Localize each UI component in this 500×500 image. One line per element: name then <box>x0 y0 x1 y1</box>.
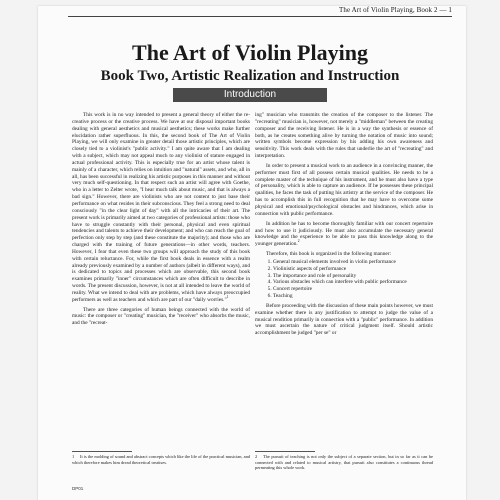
section-banner: Introduction <box>173 88 327 102</box>
list-item: 4. Various obstacles which can interfere with public performance <box>273 279 433 286</box>
paragraph: There are three categories of human beings connected with the world of music: the composer or "creating" musician, the "receiver" who absorbs the music, and the "recreat- <box>72 306 250 327</box>
paragraph: ing" musician who transmits the creation of the composer to the listener. The "recreating" musician is, however, not merely a "middleman" between the creating composer and the receiving listener. He is in a way the synthesis or essence of both, as he creates something alive by turning the notation of music into sound; written symbols become expression by his adding his own awareness and sensitivity. This work deals with the rules that underlie the art of "recreating" and interpretation. <box>255 112 433 160</box>
footnote-text: It is the molding of sound and abstract concepts which like the life of the practical musician, and which therefore makes him dread theoretical treatises. <box>72 454 250 465</box>
footnote-rule <box>72 451 132 452</box>
footnote-number: 1 <box>72 454 75 459</box>
right-column <box>255 112 433 337</box>
footnote-rule <box>255 451 315 452</box>
footnote <box>255 454 433 471</box>
outline-list <box>255 259 433 300</box>
paragraph <box>72 112 250 304</box>
paragraph-text: In addition he has to become thoroughly familiar with our concert repertoire and how to use it judiciously. He must also accumulate the necessary general knowledge and the experience to be able to pass this knowledge along to the younger generation. <box>255 220 433 248</box>
list-item: 3. The importance and role of personality <box>273 273 433 280</box>
footnote-text: The pursuit of teaching is not only the subject of a separate section, but in so far as it can be connected with and related to musical artistry, that pursuit also constitutes a continuous thread permeating this whole work. <box>255 454 433 470</box>
left-column <box>72 112 250 327</box>
footnote-marker: 2 <box>297 239 300 244</box>
page-code: DP01 <box>72 486 84 491</box>
paragraph: Before proceeding with the discussion of these main points however, we must examine whether there is any justification to attempt to judge the value of a musical rendition primarily in connection with a "public" performance. In addition we must ascertain the nature of critical judgment itself. Should artistic accomplishment be judged "per se" or <box>255 302 433 337</box>
paragraph-text: This work is in no way intended to present a general theory of either the re-creative process or the creative process. We have at our disposal important books dealing with general aesthetics and musical aesthetics; these works make further elucidation rather superfluous. In this, the second book of The Art of Violin Playing, we will only examine in greater detail those artistic principles, which are closely tied to a violinist's "public activity." I am quite aware that I am dealing with a subject, which may not appeal much to any violinist of stature engaged in actual professional activity. This is especially true for an artist whose talent is mainly of a character, which relies on intuition and "natural" assets, and who, all in all, has been successful in realizing his artistic purposes in this manner and without very much self-questioning. In that respect such an artist will agree with Goethe, who in a letter to Zelter wrote, "I hear much talk about music, and that is always a bad sign." However, there are violinists who are not content to just base their performance on what resides in their subconscious. They feel a strong need to deal consciously "in the clear light of day" with all the intricacies of their art. The present work is primarily aimed at two categories of professional artists: those who have to struggle constantly with their personal, physical and even spiritual tendencies and talents to achieve their development; and who can reach the goal of perfection only step by step (and these constitute the majority); and those who are charged with the training of future generations—in other words, teachers. However, I fear that even these two groups will approach the study of this book with certain reluctance. For, while the first book deals in essence with a realm already previously examined by a number of authors (albeit in different ways), and is dedicated to topics and processes which are observable, this second book examines primarily "inner" circumstances which are often difficult to describe in words. The present discussion, however, is not at all intended to leave the world of reality. What we intend to deal with are problems, which have always preoccupied performers as well as teachers and which are part of our "daily worries." <box>72 112 250 303</box>
paragraph: In order to present a musical work to an audience in a convincing manner, the performer must first of all possess certain musical qualities. He needs to be a complete master of the technique of his instrument, and he must also have a type of personality, which is able to capture an audience. If he possesses these principal qualities, he faces the task of putting his artistry at the service of the composer. He has to accomplish this in full recognition that he may have to overcome some physical and emotional/psychological obstacles and hindrances, which arise in connection with public performance. <box>255 162 433 217</box>
header-rule <box>68 16 452 17</box>
list-item: 2. Violinistic aspects of performance <box>273 266 433 273</box>
list-item: 5. Concert repertoire <box>273 286 433 293</box>
footnote-marker: 1 <box>226 295 229 299</box>
paragraph: Therefore, this book is organized in the following manner: <box>266 251 392 258</box>
footnote <box>72 454 250 465</box>
running-head: The Art of Violin Playing, Book 2 — 1 <box>338 6 452 14</box>
book-subtitle: Book Two, Artistic Realization and Instruction <box>100 68 400 84</box>
list-item: 1. General musical elements involved in violin performance <box>273 259 433 266</box>
footnote-number: 2 <box>255 454 258 459</box>
book-title: The Art of Violin Playing <box>132 40 368 65</box>
list-item: 6. Teaching <box>273 293 433 300</box>
paragraph <box>255 221 433 248</box>
